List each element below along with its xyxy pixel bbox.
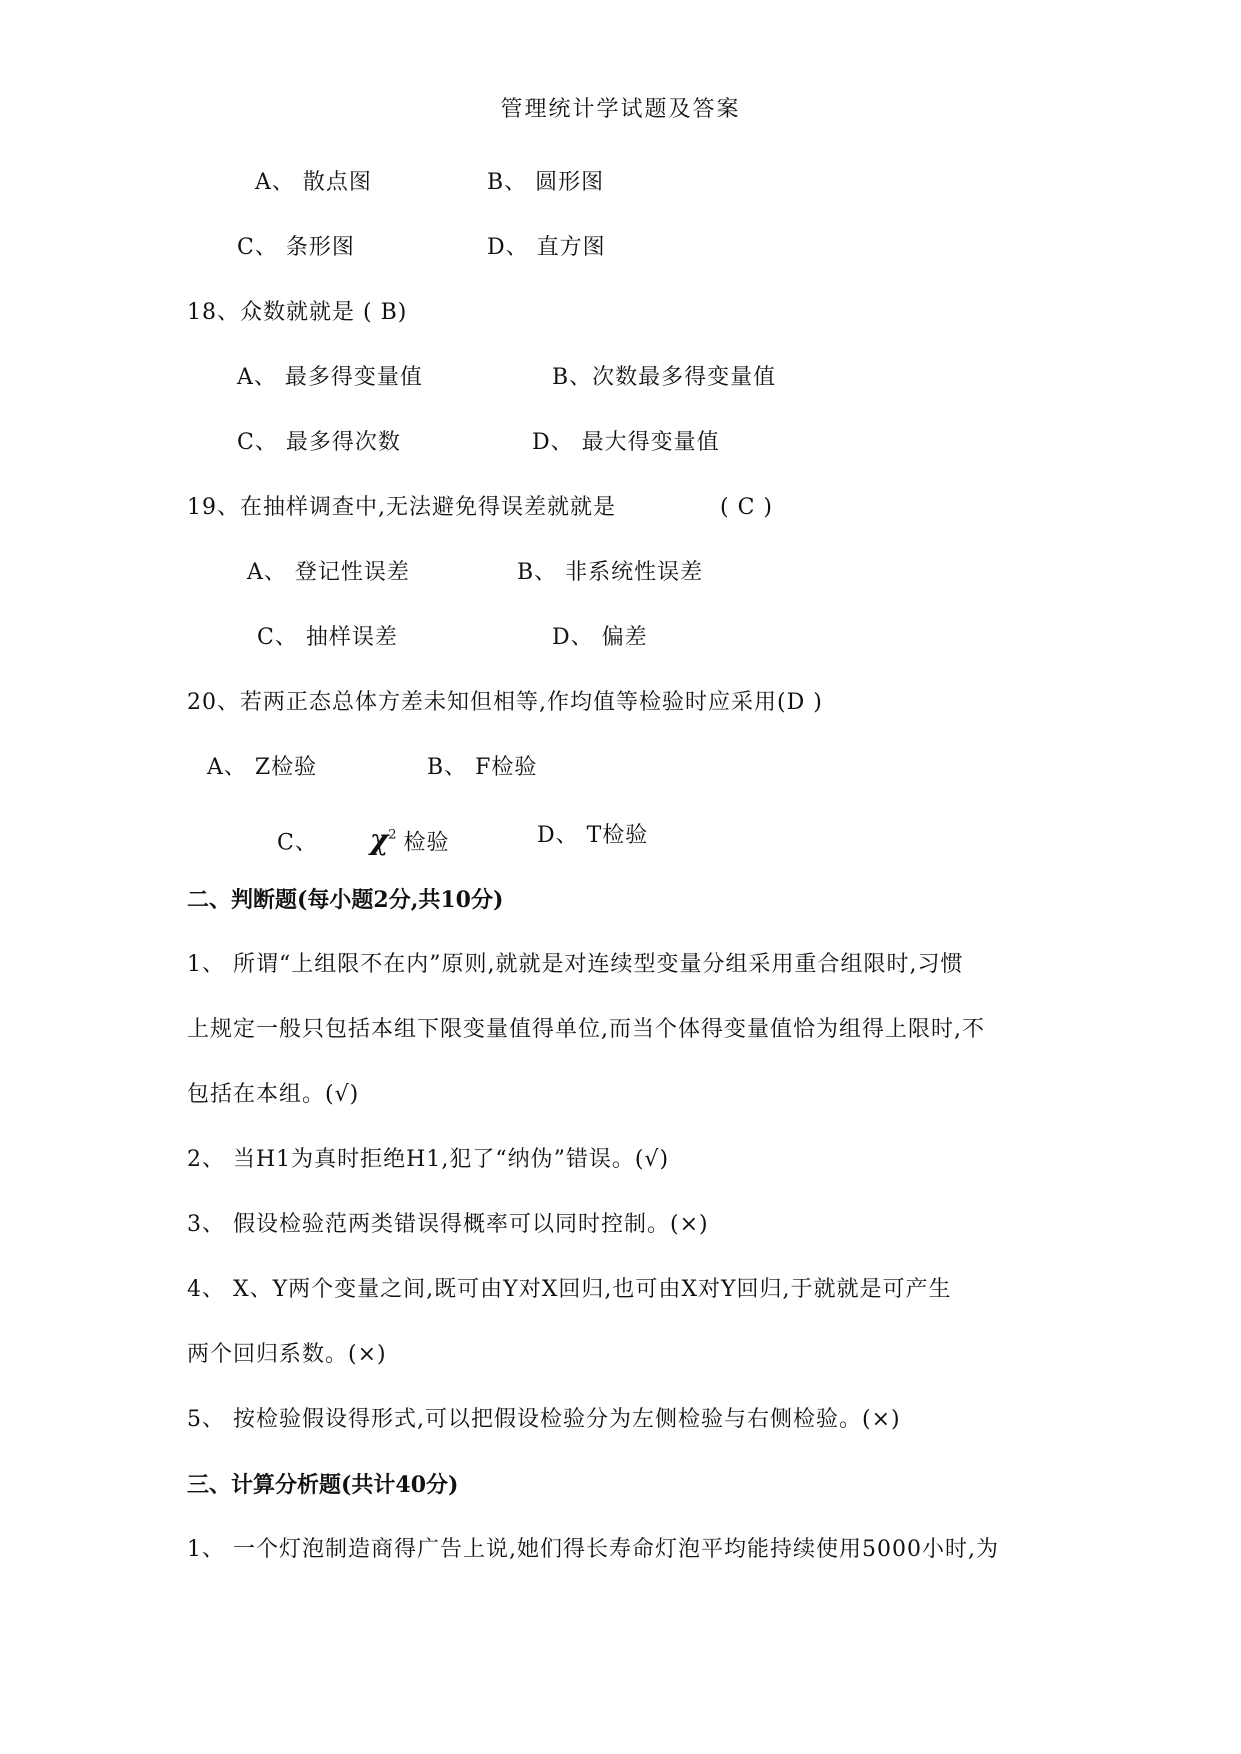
q18-option-b: B、次数最多得变量值 [552, 365, 777, 390]
page-title: 管理统计学试题及答案 [500, 97, 741, 122]
judge-item-line: 3、 假设检验范两类错误得概率可以同时控制。(×) [187, 1212, 709, 1237]
q19-option-a: A、 登记性误差 [247, 560, 410, 585]
judge-item-line: 2、 当H1为真时拒绝H1,犯了“纳伪”错误。(√) [187, 1147, 670, 1172]
judge-item-line: 两个回归系数。(×) [187, 1342, 387, 1367]
judge-item-line: 1、 所谓“上组限不在内”原则,就就是对连续型变量分组采用重合组限时,习惯 [187, 952, 964, 977]
q20-option-a: A、 Z检验 [207, 755, 318, 780]
calc-item-line: 1、 一个灯泡制造商得广告上说,她们得长寿命灯泡平均能持续使用5000小时,为 [187, 1537, 999, 1562]
judge-item-line: 5、 按检验假设得形式,可以把假设检验分为左侧检验与右侧检验。(×) [187, 1407, 901, 1432]
q17-option-d: D、 直方图 [487, 235, 606, 260]
q19-option-c: C、 抽样误差 [257, 625, 398, 650]
q18-stem: 18、众数就就是 ( B) [187, 300, 408, 325]
section-3-heading: 三、计算分析题(共计40分) [187, 1472, 459, 1498]
q18-option-c: C、 最多得次数 [237, 430, 401, 455]
chi-square-symbol [370, 823, 397, 856]
q20-option-c [277, 821, 450, 858]
q17-option-c: C、 条形图 [237, 235, 355, 260]
q19-stem: 19、在抽样调查中,无法避免得误差就就是 [187, 495, 616, 520]
chi-exponent: 2 [388, 828, 397, 843]
chi-symbol: χ [369, 823, 389, 857]
judge-item-line: 上规定一般只包括本组下限变量值得单位,而当个体得变量值恰为组得上限时,不 [187, 1017, 985, 1042]
judge-item-line: 4、 X、Y两个变量之间,既可由Y对X回归,也可由X对Y回归,于就就是可产生 [187, 1277, 952, 1302]
q20-option-c-prefix: C、 [277, 830, 318, 856]
judge-item-line: 包括在本组。(√) [187, 1082, 360, 1107]
q17-option-b: B、 圆形图 [487, 170, 605, 195]
section-2-heading: 二、判断题(每小题2分,共10分) [187, 887, 504, 913]
q20-option-d: D、 T检验 [537, 823, 649, 848]
q19-option-b: B、 非系统性误差 [517, 560, 704, 585]
q18-option-d: D、 最大得变量值 [532, 430, 720, 455]
q19-answer: ( C ) [720, 495, 773, 520]
q18-option-a: A、 最多得变量值 [237, 365, 423, 390]
q20-stem: 20、若两正态总体方差未知但相等,作均值等检验时应采用(D ) [187, 690, 823, 715]
q17-option-a: A、 散点图 [255, 170, 372, 195]
q20-option-c-suffix: 检验 [403, 830, 450, 856]
q19-option-d: D、 偏差 [552, 625, 648, 650]
q20-option-b: B、 F检验 [427, 755, 538, 780]
